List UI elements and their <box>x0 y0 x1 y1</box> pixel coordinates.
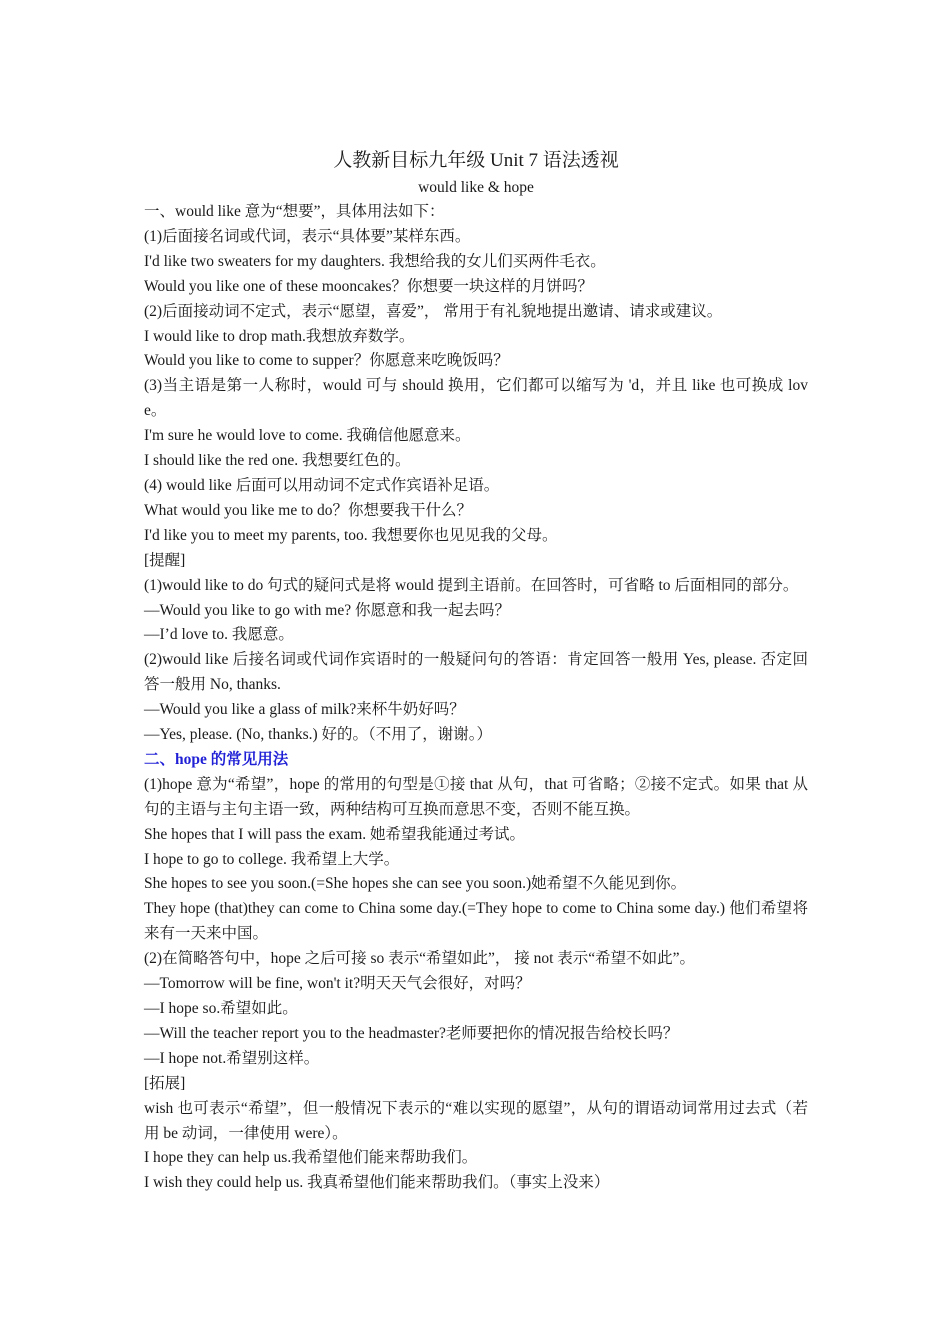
paragraph-line: She hopes to see you soon.(=She hopes she can see you soon.)她希望不久能见到你。 <box>144 875 687 893</box>
paragraph-line: What would you like me to do？你想要我干什么？ <box>144 501 473 519</box>
paragraph-line: wish 也可表示“希望”，但一般情况下表示的“难以实现的愿望”，从句的谓语动词常用过去式（若用 be 动词，一律使用 were）。 <box>144 1099 808 1142</box>
section-heading: 二、hope 的常见用法 <box>144 750 289 768</box>
paragraph-line: I hope to go to college. 我希望上大学。 <box>144 850 400 868</box>
document-page <box>144 146 808 1196</box>
paragraph-line: —I hope not.希望别这样。 <box>144 1049 320 1067</box>
document-body <box>144 200 808 1196</box>
paragraph-line: —Tomorrow will be fine, won't it?明天天气会很好，对吗？ <box>144 975 531 993</box>
paragraph-line: (1)would like to do 句式的疑问式是将 would 提到主语前。在回答时，可省略 to 后面相同的部分。 <box>144 576 799 594</box>
paragraph-line: She hopes that I will pass the exam. 她希望我能通过考试。 <box>144 825 525 843</box>
paragraph-line: (2)后面接动词不定式，表示“愿望，喜爱”， 常用于有礼貌地提出邀请、请求或建议。 <box>144 302 723 320</box>
paragraph-line: (3)当主语是第一人称时，would 可与 should 换用，它们都可以缩写为 'd，并且 like 也可换成 love。 <box>144 377 808 420</box>
paragraph-line: (1)hope 意为“希望”，hope 的常用的句型是①接 that 从句，that 可省略；②接不定式。如果 that 从句的主语与主句主语一致，两种结构可互换而意思不变，否则不能互换。 <box>144 775 808 818</box>
paragraph-line: (1)后面接名词或代词，表示“具体要”某样东西。 <box>144 227 471 245</box>
paragraph-line: Would you like one of these mooncakes？你想要一块这样的月饼吗？ <box>144 277 594 295</box>
paragraph-line: —I hope so.希望如此。 <box>144 1000 298 1017</box>
paragraph-line: I should like the red one. 我想要红色的。 <box>144 452 411 470</box>
paragraph-line: I wish they could help us. 我真希望他们能来帮助我们。（事实上没来） <box>144 1174 610 1192</box>
document-title: 人教新目标九年级 Unit 7 语法透视 <box>333 150 619 171</box>
paragraph-line: —Will the teacher report you to the headmaster?老师要把你的情况报告给校长吗？ <box>144 1024 679 1042</box>
document-subtitle: would like & hope <box>418 179 534 196</box>
paragraph-line: —I’d love to. 我愿意。 <box>144 626 294 644</box>
paragraph-line: —Yes, please. (No, thanks.) 好的。（不用了，谢谢。） <box>144 726 493 744</box>
paragraph-line: Would you like to come to supper？你愿意来吃晚饭吗？ <box>144 352 509 370</box>
paragraph-line: 一、would like 意为“想要”，具体用法如下： <box>144 203 445 220</box>
paragraph-line: I'm sure he would love to come. 我确信他愿意来。 <box>144 427 471 445</box>
paragraph-line: —Would you like to go with me? 你愿意和我一起去吗？ <box>144 601 510 619</box>
paragraph-line: They hope (that)they can come to China some day.(=They hope to come to China some day.) 他们希望将来有一天来中国。 <box>144 900 808 943</box>
paragraph-line: [提醒] <box>144 551 186 569</box>
paragraph-line: I hope they can help us.我希望他们能来帮助我们。 <box>144 1149 478 1167</box>
paragraph-line: I'd like you to meet my parents, too. 我想要你也见见我的父母。 <box>144 526 558 544</box>
paragraph-line: I'd like two sweaters for my daughters. 我想给我的女儿们买两件毛衣。 <box>144 252 606 270</box>
paragraph-line: I would like to drop math.我想放弃数学。 <box>144 327 415 345</box>
paragraph-line: (2)would like 后接名词或代词作宾语时的一般疑问句的答语：肯定回答一般用 Yes, please. 否定回答一般用 No, thanks. <box>144 651 808 694</box>
paragraph-line: (2)在简略答句中，hope 之后可接 so 表示“希望如此”， 接 not 表示“希望不如此”。 <box>144 950 696 968</box>
paragraph-line: —Would you like a glass of milk?来杯牛奶好吗？ <box>144 701 465 719</box>
paragraph-line: (4) would like 后面可以用动词不定式作宾语补足语。 <box>144 476 500 494</box>
paragraph-line: [拓展] <box>144 1074 186 1092</box>
